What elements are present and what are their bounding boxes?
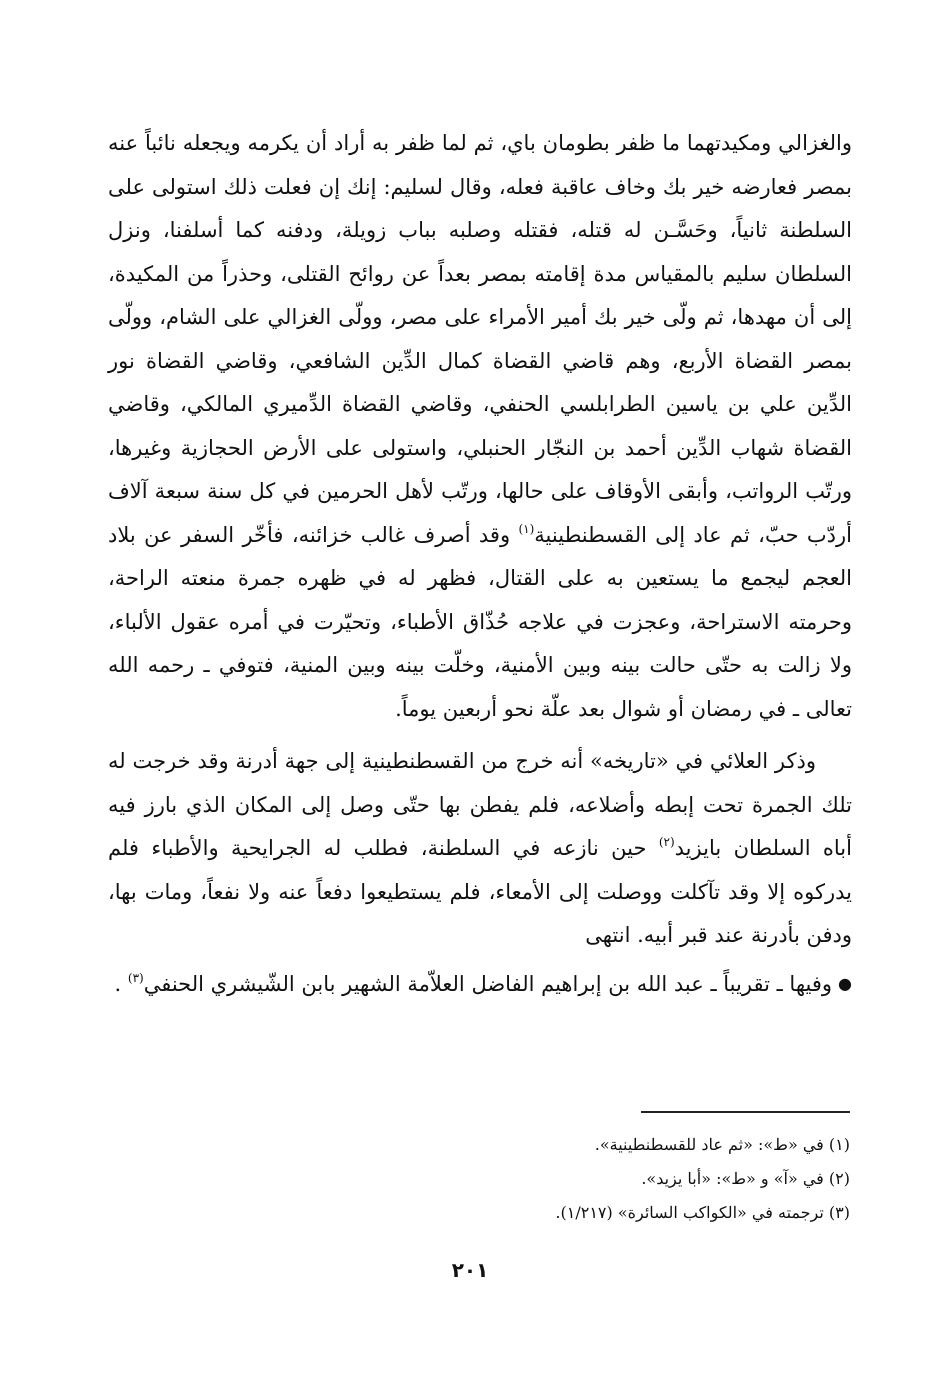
page-number: ٢٠١ xyxy=(451,1258,489,1282)
paragraph-1-text-b: وقد أصرف غالب خزائنه، فأخّر السفر عن بلاد العجم ليجمع ما يستعين به على القتال، فظهر له في ظهره جمرة منعته الراحة، وحرمته الاستراحة، وعجزت في علاجه حُذّاق الأطباء، وتحيّرت في أمره عقول الألباء، ولا زالت به حتّى حالت بينه وبين الأمنية، وخلّت بينه وبين المنية، فتوفي ـ رحمه الله تعالى ـ في رمضان أو شوال بعد علّة نحو أربعين يوماً. xyxy=(108,522,852,721)
paragraph-1-text-a: والغزالي ومكيدتهما ما ظفر بطومان باي، ثم لما ظفر به أراد أن يكرمه ويجعله نائباً عنه بمصر فعارضه خير بك وخاف عاقبة فعله، وقال لسليم: إنك إن فعلت ذلك استولى على السلطنة ثانياً، وحَسَّـن له قتله، فقتله وصلبه بباب زويلة، ودفنه كما أسلفنا، ونزل السلطان سليم بالمقياس مدة إقامته بمصر بعداً عن روائح القتلى، وحذراً من المكيدة، إلى أن مهدها، ثم ولّى خير بك أمير الأمراء على مصر، وولّى الغزالي على الشام، وولّى بمصر القضاة الأربع، وهم قاضي القضاة كمال الدِّين الشافعي، وقاضي القضاة نور الدِّين علي بن ياسين الطرابلسي الحنفي، وقاضي القضاة الدِّميري المالكي، وقاضي القضاة شهاب الدِّين أحمد بن النجّار الحنبلي، واستولى على الأرض الحجازية وغيرها، ورتّب الرواتب، وأبقى الأوقاف على حالها، ورتّب لأهل الحرمين في كل سنة سبعة آلاف أردّب حبّ، ثم عاد إلى القسطنطينية xyxy=(108,131,853,547)
footnote-ref-3: (٣) xyxy=(127,970,144,985)
bullet-icon: ● xyxy=(838,973,852,993)
footnote-2: (٢) في «آ» و «ط»: «أبا يزيد». xyxy=(641,1169,850,1188)
paragraph-3 xyxy=(108,962,852,1007)
main-text xyxy=(108,122,852,1006)
paragraph-3-text-b: . xyxy=(114,971,128,996)
footnotes xyxy=(400,1128,850,1230)
paragraph-3-text-a: وفيها ـ تقريباً ـ عبد الله بن إبراهيم الفاضل العلاّمة الشهير بابن الشّيشري الحنفي xyxy=(143,971,833,996)
footnote-1: (١) في «ط»: «ثم عاد للقسطنطينية». xyxy=(594,1135,850,1154)
footnote-ref-2: (٢) xyxy=(658,835,675,849)
paragraph-2 xyxy=(108,740,852,958)
paragraph-2-text-b: حين نازعه في السلطنة، فطلب له الجرايحية والأطباء فلم يدركوه إلا وقد تآكلت ووصلت إلى الأمعاء، فلم يستطيعوا دفعاً عنه ولا نفعاً، ومات بها، ودفن بأدرنة عند قبر أبيه. انتهى xyxy=(108,836,852,947)
footnote-divider xyxy=(641,1111,850,1113)
paragraph-1 xyxy=(108,122,852,731)
paragraph-2-text-a: وذكر العلائي في «تاريخه» أنه خرج من القسطنطينية إلى جهة أدرنة وقد خرجت له تلك الجمرة تحت إبطه وأضلاعه، فلم يفطن بها حتّى وصل إلى المكان الذي بارز فيه أباه السلطان بايزيد xyxy=(108,749,852,860)
footnote-3: (٣) ترجمته في «الكواكب السائرة» (١/٢١٧). xyxy=(555,1203,850,1222)
footnote-ref-1: (١) xyxy=(518,521,535,536)
